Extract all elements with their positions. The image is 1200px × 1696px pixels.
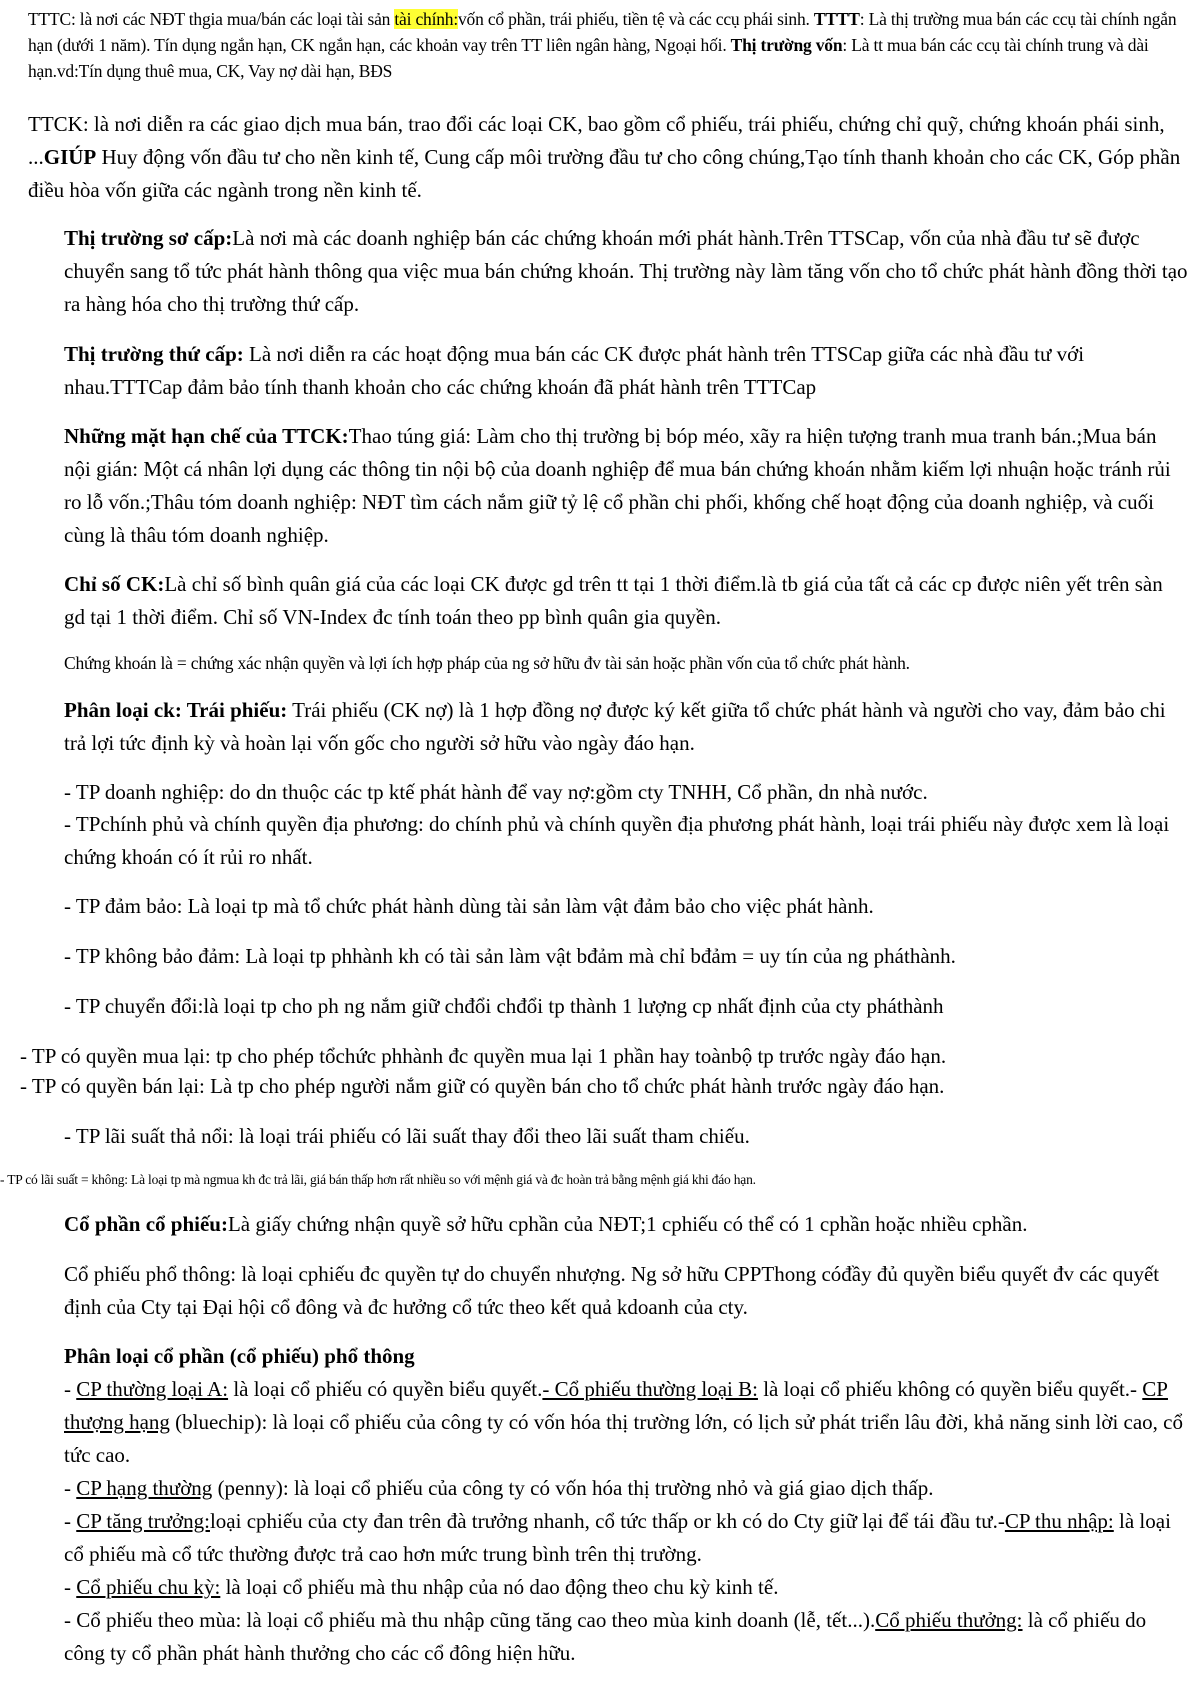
list-item (20, 1040, 1190, 1073)
text: - (64, 1509, 77, 1533)
text: - TP doanh nghiệp: do dn thuộc các tp ktế phát hành để vay nợ:gồm cty TNHH, Cổ phần, dn nhà nước. (64, 780, 928, 804)
term-heading: Thị trường thứ cấp: (64, 342, 244, 366)
text: - TP có quyền mua lại: tp cho phép tổchức phhành đc quyền mua lại 1 phần hay toànbộ tp trước ngày đáo hạn. (20, 1044, 947, 1068)
term-heading: Phân loại ck: Trái phiếu: (64, 698, 288, 722)
text: - (64, 1377, 77, 1401)
list-item (64, 808, 1188, 874)
list-item (64, 776, 1188, 809)
term-underlined: CP hạng thường (76, 1476, 213, 1500)
text: - Cổ phiếu theo mùa: là loại cổ phiếu mà thu nhập cũng tăng cao theo mùa kinh doanh (lễ, tết...). (64, 1608, 876, 1632)
text: Trái phiếu (CK nợ) là 1 hợp đồng nợ được ký kết giữa tổ chức phát hành và người cho vay, đảm bảo chi trả lợi tức định kỳ và hoàn lại vốn gốc cho người sở hữu vào ngày đáo hạn. (64, 698, 1166, 755)
text: Là giấy chứng nhận quyề sở hữu cphần của NĐT;1 cphiếu có thể có 1 cphần hoặc nhiều cphần. (227, 1212, 1028, 1236)
list-item (20, 1070, 1190, 1103)
paragraph-tttc (28, 6, 1188, 84)
text: là loại cổ phiếu mà thu nhập của nó dao động theo chu kỳ kinh tế. (220, 1575, 779, 1599)
text: vốn cổ phần, trái phiếu, tiền tệ và các ccụ phái sinh. (458, 9, 814, 29)
term-underlined: Cổ phiếu thưởng: (875, 1608, 1023, 1632)
section-title (64, 1340, 1188, 1373)
paragraph-chi-so (64, 568, 1188, 634)
term-heading: Những mặt hạn chế của TTCK: (64, 424, 349, 448)
term-giup: GIÚP (43, 145, 97, 169)
text: - TP đảm bảo: Là loại tp mà tổ chức phát hành dùng tài sản làm vật đảm bảo cho việc phát hành. (64, 894, 874, 918)
list-item (64, 1373, 1188, 1472)
term-heading: Chỉ số CK: (64, 572, 165, 596)
paragraph-thu-cap (64, 338, 1188, 404)
text: - TP chuyển đổi:là loại tp cho ph ng nắm giữ chđổi chđổi tp thành 1 lượng cp nhất định của cty pháthành (64, 994, 944, 1018)
term-tttt: TTTT (813, 9, 860, 29)
text: là loại cổ phiếu mà cổ tức thường được trả cao hơn mức trung bình trên thị trường. (64, 1509, 1171, 1566)
text: - (64, 1476, 77, 1500)
term-thi-truong-von: Thị trường vốn (730, 35, 843, 55)
paragraph-han-che (64, 420, 1188, 552)
text: - TP có quyền bán lại: Là tp cho phép người nắm giữ có quyền bán cho tổ chức phát hành trước ngày đáo hạn. (20, 1074, 945, 1098)
term-underlined: - Cổ phiếu thường loại B: (542, 1377, 758, 1401)
paragraph-trai-phieu (64, 694, 1188, 760)
list-item (64, 890, 1188, 923)
text: Là chỉ số bình quân giá của các loại CK được gd trên tt tại 1 thời điểm.là tb giá của tất cả các cp được niên yết trên sàn gd tại 1 thời điểm. Chỉ số VN-Index đc tính toán theo pp bình quân gia quyền. (64, 572, 1163, 629)
text: - TP có lãi suất = không: Là loại tp mà ngmua kh đc trả lãi, giá bán thấp hơn rất nhiều so với mệnh giá và đc hoàn trả bằng mệnh giá khi đáo hạn. (0, 1172, 756, 1187)
term-underlined: CP tăng trưởng: (76, 1509, 210, 1533)
term-underlined: CP thường loại A: (76, 1377, 229, 1401)
highlighted-text: tài chính: (394, 9, 458, 29)
paragraph-ttck (28, 108, 1188, 207)
paragraph-co-phan (64, 1208, 1188, 1241)
text: Là nơi mà các doanh nghiệp bán các chứng khoán mới phát hành.Trên TTSCap, vốn của nhà đầu tư sẽ được chuyển sang tổ tức phát hành thông qua việc mua bán chứng khoán. Thị trường này làm tăng vốn cho tổ chức phát hành đồng thời tạo ra hàng hóa cho thị trường thứ cấp. (64, 226, 1188, 316)
text: là loại cổ phiếu không có quyền biểu quyết.- (757, 1377, 1143, 1401)
section-phan-loai-co-phan (64, 1340, 1188, 1670)
text: TTCK: là nơi diễn ra các giao dịch mua bán, trao đổi các loại CK, bao gồm cổ phiếu, trái phiếu, chứng chỉ quỹ, chứng khoán phái sinh, ... (28, 112, 1165, 169)
list-item (64, 940, 1188, 973)
section-title-text: Phân loại cổ phần (cổ phiếu) phổ thông (64, 1344, 415, 1368)
text: Cổ phiếu phổ thông: là loại cphiếu đc quyền tự do chuyển nhượng. Ng sở hữu CPPThong cóđầy đủ quyền biểu quyết đv các quyết định của Cty tại Đại hội cổ đông và đc hưởng cổ tức theo kết quả kdoanh của cty. (64, 1262, 1160, 1319)
text: Là nơi diễn ra các hoạt động mua bán các CK được phát hành trên TTSCap giữa các nhà đầu tư với nhau.TTTCap đảm bảo tính thanh khoản cho các chứng khoán đã phát hành trên TTTCap (64, 342, 1085, 399)
text: loại cphiếu của cty đan trên đà trưởng nhanh, cổ tức thấp or kh có do Cty giữ lại để tái đầu tư.- (209, 1509, 1005, 1533)
term-underlined: CP thu nhập: (1004, 1509, 1114, 1533)
list-item (64, 1604, 1188, 1670)
text: - TP lãi suất thả nổi: là loại trái phiếu có lãi suất thay đổi theo lãi suất tham chiếu. (64, 1124, 750, 1148)
text: là loại cổ phiếu có quyền biểu quyết. (228, 1377, 543, 1401)
list-item (64, 990, 1188, 1023)
list-item (64, 1120, 1188, 1153)
text: - TP không bảo đảm: Là loại tp phhành kh có tài sản làm vật bđảm mà chỉ bđảm = uy tín của ng pháthành. (64, 944, 956, 968)
text: Huy động vốn đầu tư cho nền kinh tế, Cung cấp môi trường đầu tư cho công chúng,Tạo tính thanh khoản cho các CK, Góp phần điều hòa vốn giữa các ngành trong nền kinh tế. (28, 145, 1181, 202)
text: Chứng khoán là = chứng xác nhận quyền và lợi ích hợp pháp của ng sở hữu đv tài sản hoặc phần vốn của tổ chức phát hành. (64, 653, 910, 673)
text: (penny): là loại cổ phiếu của công ty có vốn hóa thị trường nhỏ và giá giao dịch thấp. (212, 1476, 934, 1500)
text: : Là tt mua bán các ccụ tài chính trung và dài hạn.vd:Tín dụng thuê mua, CK, Vay nợ dài hạn, BĐS (28, 35, 1149, 81)
term-heading: Thị trường sơ cấp: (64, 226, 233, 250)
text: TTTC: là nơi các NĐT thgia mua/bán các loại tài sản (28, 9, 395, 29)
list-item (64, 1472, 1188, 1505)
text: - (64, 1575, 77, 1599)
term-heading: Cổ phần cổ phiếu: (64, 1212, 228, 1236)
list-item (0, 1170, 1196, 1190)
list-item (64, 1571, 1188, 1604)
text: (bluechip): là loại cổ phiếu của công ty có vốn hóa thị trường lớn, có lịch sử phát triển lâu đời, khả năng sinh lời cao, cổ tức cao. (64, 1410, 1184, 1467)
term-underlined: CP thượng hạng (64, 1377, 1168, 1434)
paragraph-co-phieu-pho-thong (64, 1258, 1188, 1324)
text: Thao túng giá: Làm cho thị trường bị bóp méo, xãy ra hiện tượng tranh mua tranh bán.;Mua bán nội gián: Một cá nhân lợi dụng các thông tin nội bộ của doanh nghiệp để mua bán chứng khoán nhằm kiếm lợi nhuận hoặc tránh rủi ro lỗ vốn.;Thâu tóm doanh nghiệp: NĐT tìm cách nắm giữ tỷ lệ cổ phần chi phối, khống chế hoạt động của doanh nghiệp, và cuối cùng là thâu tóm doanh nghiệp. (64, 424, 1171, 547)
text: : Là thị trường mua bán các ccụ tài chính ngắn hạn (dưới 1 năm). Tín dụng ngắn hạn, CK ngắn hạn, các khoản vay trên TT liên ngân hàng, Ngoại hối. (28, 9, 1177, 55)
paragraph-chung-khoan (64, 650, 1188, 676)
term-underlined: Cổ phiếu chu kỳ: (76, 1575, 221, 1599)
list-item (64, 1505, 1188, 1571)
text: - TPchính phủ và chính quyền địa phương: do chính phủ và chính quyền địa phương phát hành, loại trái phiếu này được xem là loại chứng khoán có ít rủi ro nhất. (64, 812, 1170, 869)
text: là cổ phiếu do công ty cổ phần phát hành thưởng cho các cổ đông hiện hữu. (64, 1608, 1147, 1665)
paragraph-so-cap (64, 222, 1188, 321)
